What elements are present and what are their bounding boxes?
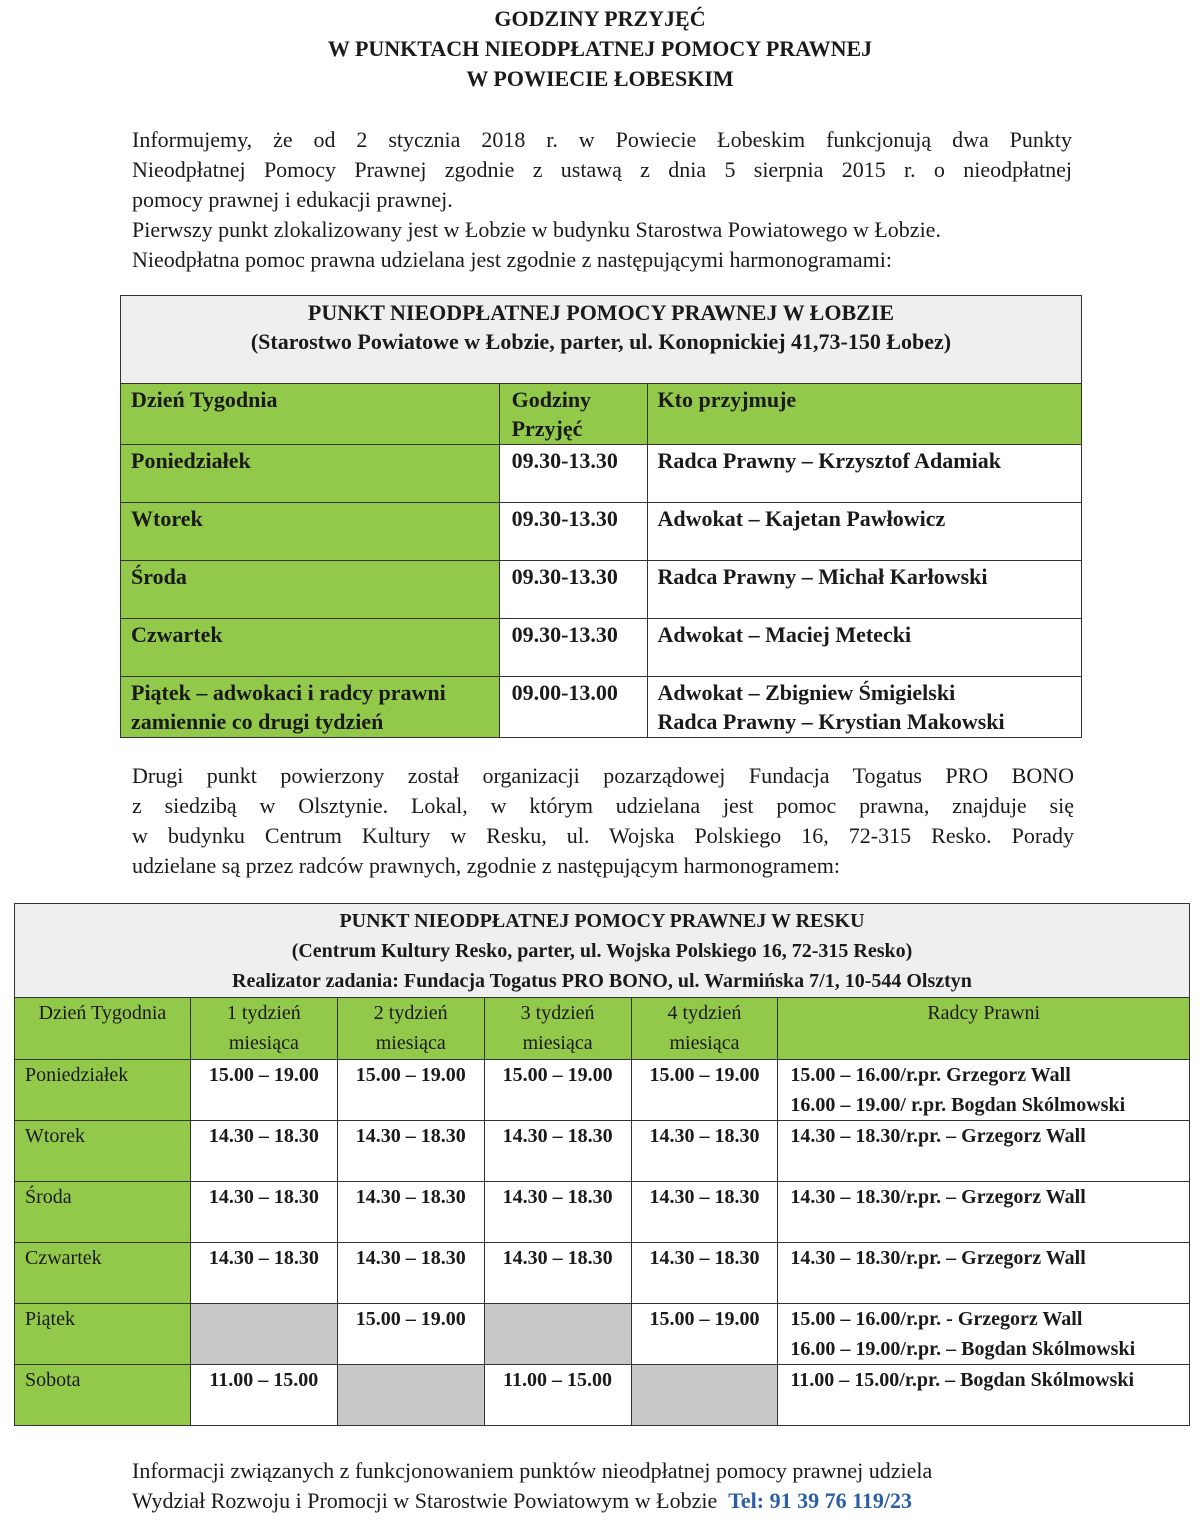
resko-table-address: (Centrum Kultury Resko, parter, ul. Wojska Polskiego 16, 72-315 Resko) [291,940,913,962]
lawyers-cell [778,1182,1190,1243]
footer-info [132,1456,1132,1516]
week-header-line: 3 tydzień [520,1002,595,1024]
page-title [0,4,1200,94]
day-cell: Wtorek [15,1121,191,1182]
second-paragraph [132,761,1074,881]
lawyer-cell: Adwokat – Kajetan Pawłowicz [647,503,1081,561]
lawyer-line: 14.30 – 18.30/r.pr. – Grzegorz Wall [790,1186,1086,1208]
week-cell: 15.00 – 19.00 [337,1304,484,1365]
week-cell: 15.00 – 19.00 [631,1060,778,1121]
second-line: udzielane są przez radców prawnych, zgodnie z następującym harmonogramem: [132,853,840,878]
table-row [121,561,1082,619]
table-row [15,1182,1190,1243]
column-header-week-2 [337,998,484,1060]
lawyer-line: Radca Prawny – Krystian Makowski [657,709,1005,734]
week-header-line: miesiąca [522,1032,593,1054]
second-line: z siedzibą w Olsztynie. Lokal, w którym udzielana jest pomoc prawna, znajduje się [132,793,1074,818]
day-cell: Wtorek [121,503,500,561]
table-row [121,619,1082,677]
resko-table-realizator: Realizator zadania: Fundacja Togatus PRO BONO, ul. Warmińska 7/1, 10-544 Olsztyn [232,970,972,992]
column-header-week-1 [190,998,337,1060]
lawyers-cell [778,1365,1190,1426]
second-line: w budynku Centrum Kultury w Resku, ul. Wojska Polskiego 16, 72-315 Resko. Porady [132,823,1074,848]
week-header-line: 4 tydzień [667,1002,742,1024]
week-cell: 14.30 – 18.30 [190,1243,337,1304]
day-cell: Czwartek [121,619,500,677]
hours-header-line: Przyjęć [511,416,583,441]
week-cell: 14.30 – 18.30 [631,1182,778,1243]
week-cell: 14.30 – 18.30 [631,1243,778,1304]
day-cell: Sobota [15,1365,191,1426]
lawyer-cell: Radca Prawny – Krzysztof Adamiak [647,445,1081,503]
hours-header-line: Godziny [511,387,592,412]
week-cell-empty [631,1365,778,1426]
resko-table-header [15,904,1190,998]
intro-line: Nieodpłatnej Pomocy Prawnej zgodnie z ustawą z dnia 5 sierpnia 2015 r. o nieodpłatnej [132,157,1072,182]
week-cell: 11.00 – 15.00 [190,1365,337,1426]
lawyer-cell [647,677,1081,738]
column-header-hours [499,384,647,445]
week-header-line: miesiąca [669,1032,740,1054]
week-header-line: 1 tydzień [226,1002,301,1024]
lawyer-line: 16.00 – 19.00/ r.pr. Bogdan Skólmowski [790,1094,1126,1116]
week-cell-empty [484,1304,631,1365]
intro-line: Informujemy, że od 2 stycznia 2018 r. w Powiecie Łobeskim funkcjonują dwa Punkty [132,127,1072,152]
day-line: Piątek – adwokaci i radcy prawni [131,680,446,705]
lobez-table-header [121,296,1082,384]
table-row [15,1121,1190,1182]
table-row [15,1304,1190,1365]
column-header-lawyers: Radcy Prawni [778,998,1190,1060]
lawyer-line: 15.00 – 16.00/r.pr. - Grzegorz Wall [790,1308,1083,1330]
day-cell: Środa [121,561,500,619]
week-cell: 14.30 – 18.30 [190,1182,337,1243]
title-line-2: W PUNKTACH NIEODPŁATNEJ POMOCY PRAWNEJ [327,36,873,61]
lawyers-cell [778,1121,1190,1182]
column-header-week-4 [631,998,778,1060]
lawyer-line: 11.00 – 15.00/r.pr. – Bogdan Skólmowski [790,1369,1135,1391]
footer-department: Wydział Rozwoju i Promocji w Starostwie Powiatowym w Łobzie [132,1488,718,1513]
lobez-table-address: (Starostwo Powiatowe w Łobzie, parter, ul. Konopnickiej 41,73-150 Łobez) [250,329,952,354]
phone-number: Tel: 91 39 76 119/23 [728,1488,913,1513]
table-row [15,1243,1190,1304]
footer-line [132,1486,1132,1516]
table-row [121,677,1082,738]
week-cell: 14.30 – 18.30 [337,1243,484,1304]
table-row [15,1365,1190,1426]
lawyer-line: 15.00 – 16.00/r.pr. Grzegorz Wall [790,1064,1071,1086]
column-header-day: Dzień Tygodnia [121,384,500,445]
intro-paragraph [132,125,1072,275]
day-cell [121,677,500,738]
hours-cell: 09.30-13.30 [499,503,647,561]
week-header-line: miesiąca [375,1032,446,1054]
week-cell: 14.30 – 18.30 [631,1121,778,1182]
day-cell: Czwartek [15,1243,191,1304]
week-cell: 14.30 – 18.30 [337,1121,484,1182]
day-cell: Środa [15,1182,191,1243]
week-cell-empty [190,1304,337,1365]
lawyer-cell: Adwokat – Maciej Metecki [647,619,1081,677]
lawyer-line: 16.00 – 19.00/r.pr. – Bogdan Skólmowski [790,1338,1136,1360]
column-header-day: Dzień Tygodnia [15,998,191,1060]
title-line-1: GODZINY PRZYJĘĆ [494,6,706,31]
hours-cell: 09.30-13.30 [499,445,647,503]
week-cell: 15.00 – 19.00 [484,1060,631,1121]
week-cell: 14.30 – 18.30 [484,1243,631,1304]
week-header-line: 2 tydzień [373,1002,448,1024]
table-row [121,503,1082,561]
week-cell: 14.30 – 18.30 [337,1182,484,1243]
lawyer-line: 14.30 – 18.30/r.pr. – Grzegorz Wall [790,1125,1086,1147]
column-header-week-3 [484,998,631,1060]
day-line: zamiennie co drugi tydzień [131,709,384,734]
table-row [121,445,1082,503]
column-header-who: Kto przyjmuje [647,384,1081,445]
week-cell: 11.00 – 15.00 [484,1365,631,1426]
week-cell: 15.00 – 19.00 [337,1060,484,1121]
second-line: Drugi punkt powierzony został organizacji pozarządowej Fundacja Togatus PRO BONO [132,763,1074,788]
hours-cell: 09.00-13.00 [499,677,647,738]
week-cell-empty [337,1365,484,1426]
day-cell: Poniedziałek [121,445,500,503]
table-row [15,1060,1190,1121]
resko-schedule-table [14,903,1190,1426]
lawyer-line: 14.30 – 18.30/r.pr. – Grzegorz Wall [790,1247,1086,1269]
footer-line: Informacji związanych z funkcjonowaniem punktów nieodpłatnej pomocy prawnej udziela [132,1458,933,1483]
intro-line: pomocy prawnej i edukacji prawnej. [132,187,453,212]
lawyers-cell [778,1243,1190,1304]
day-cell: Piątek [15,1304,191,1365]
lobez-table-title: PUNKT NIEODPŁATNEJ POMOCY PRAWNEJ W ŁOBZIE [307,300,895,325]
lobez-schedule-table [120,295,1082,738]
week-cell: 15.00 – 19.00 [631,1304,778,1365]
title-line-3: W POWIECIE ŁOBESKIM [466,66,734,91]
lawyers-cell [778,1304,1190,1365]
lawyer-cell: Radca Prawny – Michał Karłowski [647,561,1081,619]
resko-table-title: PUNKT NIEODPŁATNEJ POMOCY PRAWNEJ W RESKU [339,910,865,932]
hours-cell: 09.30-13.30 [499,619,647,677]
week-cell: 14.30 – 18.30 [484,1182,631,1243]
week-header-line: miesiąca [228,1032,299,1054]
week-cell: 14.30 – 18.30 [190,1121,337,1182]
week-cell: 14.30 – 18.30 [484,1121,631,1182]
day-cell: Poniedziałek [15,1060,191,1121]
hours-cell: 09.30-13.30 [499,561,647,619]
intro-line: Nieodpłatna pomoc prawna udzielana jest zgodnie z następującymi harmonogramami: [132,247,892,272]
lawyers-cell [778,1060,1190,1121]
intro-line: Pierwszy punkt zlokalizowany jest w Łobzie w budynku Starostwa Powiatowego w Łobzie. [132,217,941,242]
lawyer-line: Adwokat – Zbigniew Śmigielski [657,680,956,705]
week-cell: 15.00 – 19.00 [190,1060,337,1121]
